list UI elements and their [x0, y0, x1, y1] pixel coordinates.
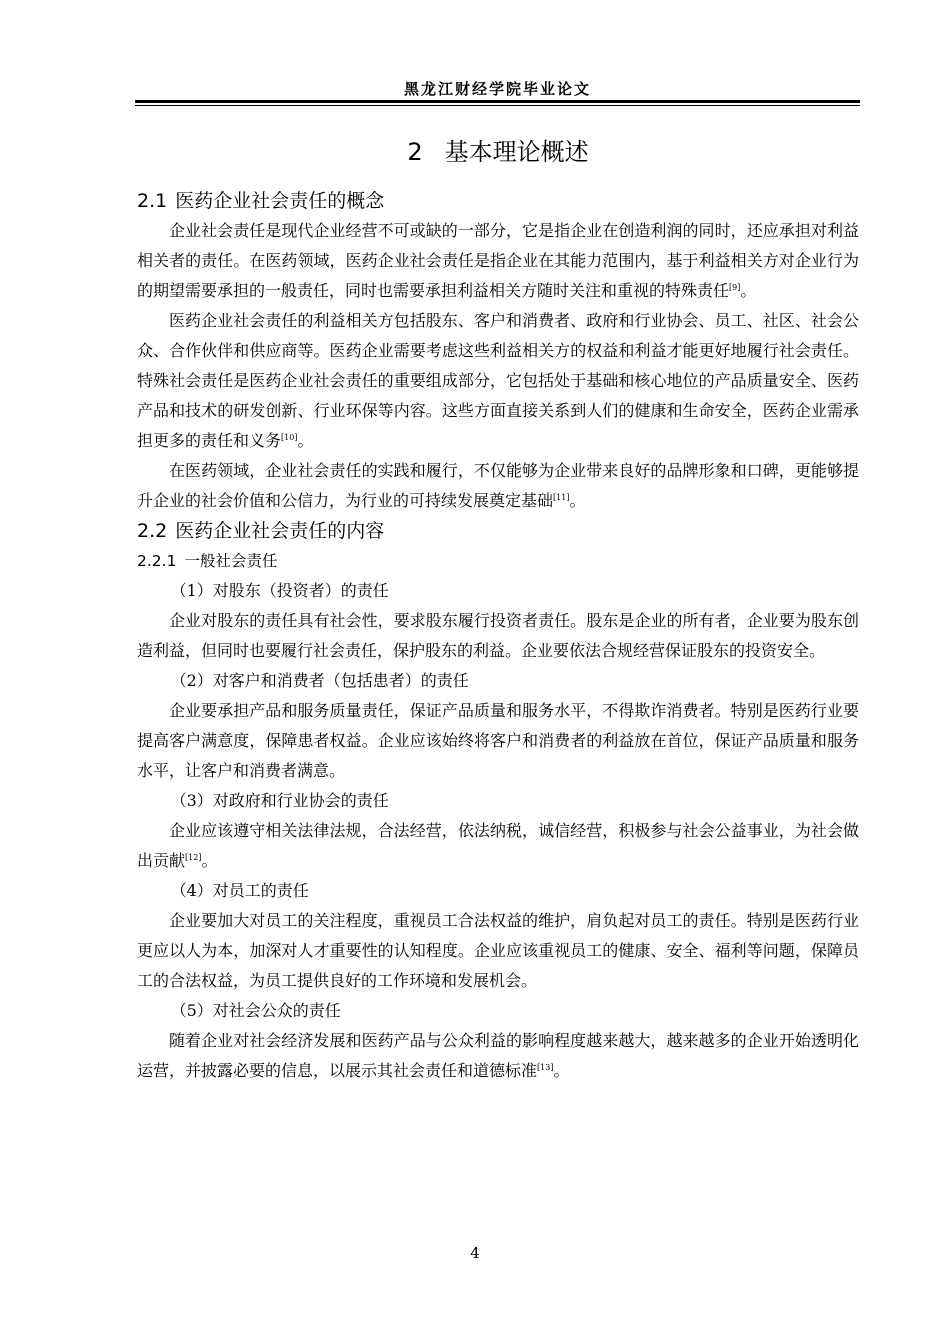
subsection-title: 一般社会责任	[184, 552, 278, 570]
header-rule-thick	[135, 100, 860, 103]
chapter-number: 2	[407, 138, 423, 166]
list-item-heading-3: （3）对政府和行业协会的责任	[170, 791, 389, 810]
paragraph-4: 企业对股东的责任具有社会性，要求股东履行投资者责任。股东是企业的所有者，企业要为股东创造利益，但同时也要履行社会责任，保护股东的利益。企业要依法合规经营保证股东的投资安全。	[137, 611, 859, 660]
paragraph-end: 。	[553, 1061, 570, 1080]
list-item-heading-5: （5）对社会公众的责任	[170, 1001, 341, 1020]
citation: [12]	[185, 853, 202, 862]
paragraph-3	[137, 456, 859, 516]
paragraph-6	[137, 816, 859, 876]
section-title: 医药企业社会责任的内容	[175, 520, 385, 542]
paragraph-1	[137, 216, 859, 306]
running-header: 黑龙江财经学院毕业论文	[403, 80, 591, 98]
paragraph-end: 。	[201, 851, 218, 870]
section-number: 2.2	[137, 520, 168, 542]
citation: [9]	[729, 283, 741, 292]
subsection-heading-2-2-1	[137, 546, 859, 576]
chapter-heading	[137, 132, 859, 172]
paragraph-text: 在医药领域，企业社会责任的实践和履行，不仅能够为企业带来良好的品牌形象和口碑，更能够提升企业的社会价值和公信力，为行业的可持续发展奠定基础	[137, 461, 859, 510]
section-heading-2-1	[137, 186, 859, 216]
citation: [13]	[537, 1063, 554, 1072]
page-number: 4	[470, 1244, 480, 1262]
list-item-heading-1: （1）对股东（投资者）的责任	[170, 581, 389, 600]
paragraph-text: 企业应该遵守相关法律法规，合法经营，依法纳税，诚信经营，积极参与社会公益事业，为社会做出贡献	[137, 821, 859, 870]
paragraph-end: 。	[740, 281, 757, 300]
citation: [11]	[553, 493, 570, 502]
page-body	[137, 132, 859, 1086]
paragraph-end: 。	[297, 431, 314, 450]
list-item-heading-4: （4）对员工的责任	[170, 881, 309, 900]
paragraph-text: 企业社会责任是现代企业经营不可或缺的一部分，它是指企业在创造利润的同时，还应承担对利益相关者的责任。在医药领域，医药企业社会责任是指企业在其能力范围内，基于利益相关方对企业行为的期望需要承担的一般责任，同时也需要承担利益相关方随时关注和重视的特殊责任	[137, 221, 859, 300]
paragraph-text: 医药企业社会责任的利益相关方包括股东、客户和消费者、政府和行业协会、员工、社区、社会公众、合作伙伴和供应商等。医药企业需要考虑这些利益相关方的权益和利益才能更好地履行社会责任。特殊社会责任是医药企业社会责任的重要组成部分，它包括处于基础和核心地位的产品质量安全、医药产品和技术的研发创新、行业环保等内容。这些方面直接关系到人们的健康和生命安全，医药企业需承担更多的责任和义务	[137, 311, 859, 450]
header-rule-thin	[135, 105, 860, 106]
chapter-title: 基本理论概述	[444, 138, 589, 166]
citation: [10]	[281, 433, 298, 442]
paragraph-8	[137, 1026, 859, 1086]
paragraph-7: 企业要加大对员工的关注程度，重视员工合法权益的维护，肩负起对员工的责任。特别是医药行业更应以人为本，加深对人才重要性的认知程度。企业应该重视员工的健康、安全、福利等问题，保障员工的合法权益，为员工提供良好的工作环境和发展机会。	[137, 911, 859, 990]
paragraph-2	[137, 306, 859, 456]
section-heading-2-2	[137, 516, 859, 546]
list-item-heading-2: （2）对客户和消费者（包括患者）的责任	[170, 671, 469, 690]
paragraph-5: 企业要承担产品和服务质量责任，保证产品质量和服务水平，不得欺诈消费者。特别是医药行业要提高客户满意度，保障患者权益。企业应该始终将客户和消费者的利益放在首位，保证产品质量和服务水平，让客户和消费者满意。	[137, 701, 859, 780]
section-title: 医药企业社会责任的概念	[175, 190, 385, 212]
section-number: 2.1	[137, 190, 168, 212]
paragraph-end: 。	[569, 491, 586, 510]
subsection-number: 2.2.1	[137, 552, 177, 570]
paragraph-text: 随着企业对社会经济发展和医药产品与公众利益的影响程度越来越大，越来越多的企业开始透明化运营，并披露必要的信息，以展示其社会责任和道德标准	[137, 1031, 859, 1080]
